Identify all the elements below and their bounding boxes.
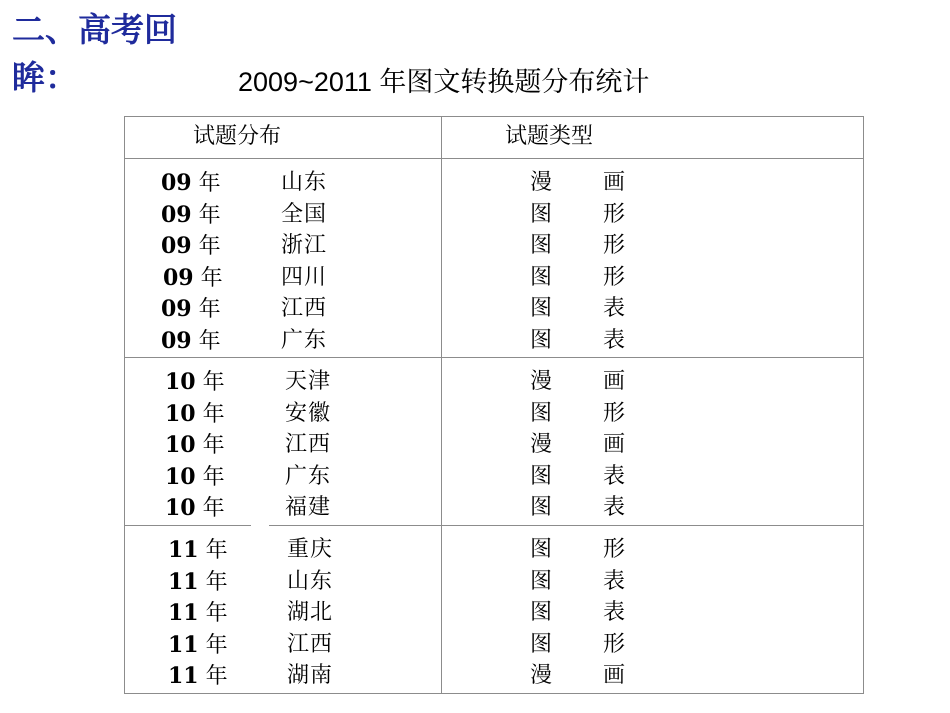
year-number: 11 xyxy=(168,600,199,627)
year-number: 10 xyxy=(165,400,196,427)
year-suffix: 年 xyxy=(198,234,221,260)
type-char-1: 图 xyxy=(530,233,553,259)
section-heading xyxy=(12,6,212,102)
year-suffix: 年 xyxy=(198,171,221,196)
year-label xyxy=(168,660,228,693)
province-name: 全国 xyxy=(281,201,328,227)
year-label xyxy=(165,398,225,431)
type-char-1: 图 xyxy=(530,296,553,322)
year-number: 11 xyxy=(168,537,199,563)
province-name: 四川 xyxy=(281,264,328,290)
table-row xyxy=(125,534,863,566)
year-number: 11 xyxy=(168,568,199,595)
year-label xyxy=(168,534,228,567)
year-label xyxy=(165,492,225,525)
type-char-1: 图 xyxy=(530,400,553,426)
section-heading-line-1: 二、高考回 xyxy=(12,10,177,49)
table-row xyxy=(125,566,863,598)
year-suffix: 年 xyxy=(198,329,221,354)
type-char-2: 表 xyxy=(603,568,626,594)
year-label xyxy=(163,262,223,295)
province-name: 山东 xyxy=(281,170,328,195)
year-number: 11 xyxy=(168,631,199,658)
year-suffix: 年 xyxy=(205,601,228,627)
table-row xyxy=(125,366,863,398)
year-suffix: 年 xyxy=(202,401,225,427)
type-char-2: 表 xyxy=(603,463,626,489)
table-row xyxy=(125,629,863,661)
group-2010 xyxy=(125,358,863,526)
year-label xyxy=(165,461,225,494)
year-label xyxy=(165,366,225,399)
type-char-1: 图 xyxy=(530,631,553,657)
type-char-1: 图 xyxy=(530,495,553,521)
type-char-1: 漫 xyxy=(530,170,553,195)
header-type: 试题类型 xyxy=(505,124,594,149)
type-char-2: 形 xyxy=(603,400,626,426)
year-label xyxy=(161,167,221,200)
type-char-1: 图 xyxy=(530,264,553,290)
province-name: 湖南 xyxy=(287,663,334,689)
year-number: 09 xyxy=(161,170,192,196)
table-row xyxy=(125,230,863,262)
type-char-1: 图 xyxy=(530,568,553,594)
type-char-2: 表 xyxy=(603,495,626,521)
table-row xyxy=(125,597,863,629)
type-char-2: 形 xyxy=(603,537,626,562)
year-suffix: 年 xyxy=(202,496,225,522)
type-char-2: 画 xyxy=(603,663,626,689)
type-char-1: 漫 xyxy=(530,663,553,689)
year-number: 10 xyxy=(165,463,196,490)
type-char-1: 图 xyxy=(530,201,553,227)
type-char-2: 形 xyxy=(603,233,626,259)
year-suffix: 年 xyxy=(205,664,228,690)
type-char-1: 漫 xyxy=(530,432,553,458)
column-divider xyxy=(441,117,442,158)
province-name: 广东 xyxy=(285,463,332,489)
year-label xyxy=(161,230,221,263)
year-number: 11 xyxy=(168,663,199,690)
province-name: 福建 xyxy=(285,495,332,521)
group-2009 xyxy=(125,159,863,358)
distribution-table xyxy=(124,116,864,694)
table-row xyxy=(125,167,863,199)
table-row xyxy=(125,461,863,493)
province-name: 浙江 xyxy=(281,233,328,259)
table-row xyxy=(125,398,863,430)
year-suffix: 年 xyxy=(202,433,225,459)
table-row xyxy=(125,325,863,357)
year-number: 10 xyxy=(165,495,196,522)
year-suffix: 年 xyxy=(205,569,228,595)
type-char-1: 图 xyxy=(530,328,553,353)
province-name: 安徽 xyxy=(285,400,332,426)
type-char-2: 形 xyxy=(603,631,626,657)
year-suffix: 年 xyxy=(198,202,221,228)
year-label xyxy=(168,597,228,630)
type-char-2: 表 xyxy=(603,600,626,626)
year-suffix: 年 xyxy=(198,297,221,323)
border-gap xyxy=(251,524,269,528)
year-label xyxy=(168,566,228,599)
type-char-2: 画 xyxy=(603,369,626,394)
year-label xyxy=(161,293,221,326)
year-label xyxy=(161,199,221,232)
year-label xyxy=(165,429,225,462)
province-name: 湖北 xyxy=(287,600,334,626)
year-suffix: 年 xyxy=(202,464,225,490)
province-name: 天津 xyxy=(285,369,332,394)
province-name: 江西 xyxy=(285,432,332,458)
table-row xyxy=(125,429,863,461)
type-char-2: 表 xyxy=(603,328,626,353)
table-row xyxy=(125,660,863,692)
year-label xyxy=(168,629,228,662)
table-title: 2009~2011 年图文转换题分布统计 xyxy=(238,67,650,97)
type-char-1: 漫 xyxy=(530,369,553,394)
table-row xyxy=(125,199,863,231)
table-row xyxy=(125,492,863,524)
province-name: 重庆 xyxy=(287,537,334,562)
year-number: 10 xyxy=(165,369,196,395)
table-row xyxy=(125,262,863,294)
type-char-2: 形 xyxy=(603,201,626,227)
type-char-2: 形 xyxy=(603,264,626,290)
group-2011 xyxy=(125,526,863,693)
province-name: 江西 xyxy=(281,296,328,322)
year-label xyxy=(161,325,221,358)
year-number: 09 xyxy=(161,201,192,228)
year-number: 09 xyxy=(161,296,192,323)
type-char-1: 图 xyxy=(530,463,553,489)
type-char-2: 表 xyxy=(603,296,626,322)
province-name: 山东 xyxy=(287,568,334,594)
type-char-1: 图 xyxy=(530,537,553,562)
year-number: 09 xyxy=(161,233,192,260)
province-name: 广东 xyxy=(281,328,328,353)
section-heading-line-2: 眸： xyxy=(12,58,78,97)
year-suffix: 年 xyxy=(200,265,223,291)
year-number: 09 xyxy=(163,264,194,291)
year-suffix: 年 xyxy=(205,632,228,658)
year-suffix: 年 xyxy=(202,370,225,395)
type-char-1: 图 xyxy=(530,600,553,626)
year-number: 10 xyxy=(165,432,196,459)
year-suffix: 年 xyxy=(205,538,228,563)
type-char-2: 画 xyxy=(603,432,626,458)
table-header-row xyxy=(125,117,863,159)
header-distribution: 试题分布 xyxy=(193,124,282,149)
table-row xyxy=(125,293,863,325)
year-number: 09 xyxy=(161,328,192,354)
province-name: 江西 xyxy=(287,631,334,657)
type-char-2: 画 xyxy=(603,170,626,195)
